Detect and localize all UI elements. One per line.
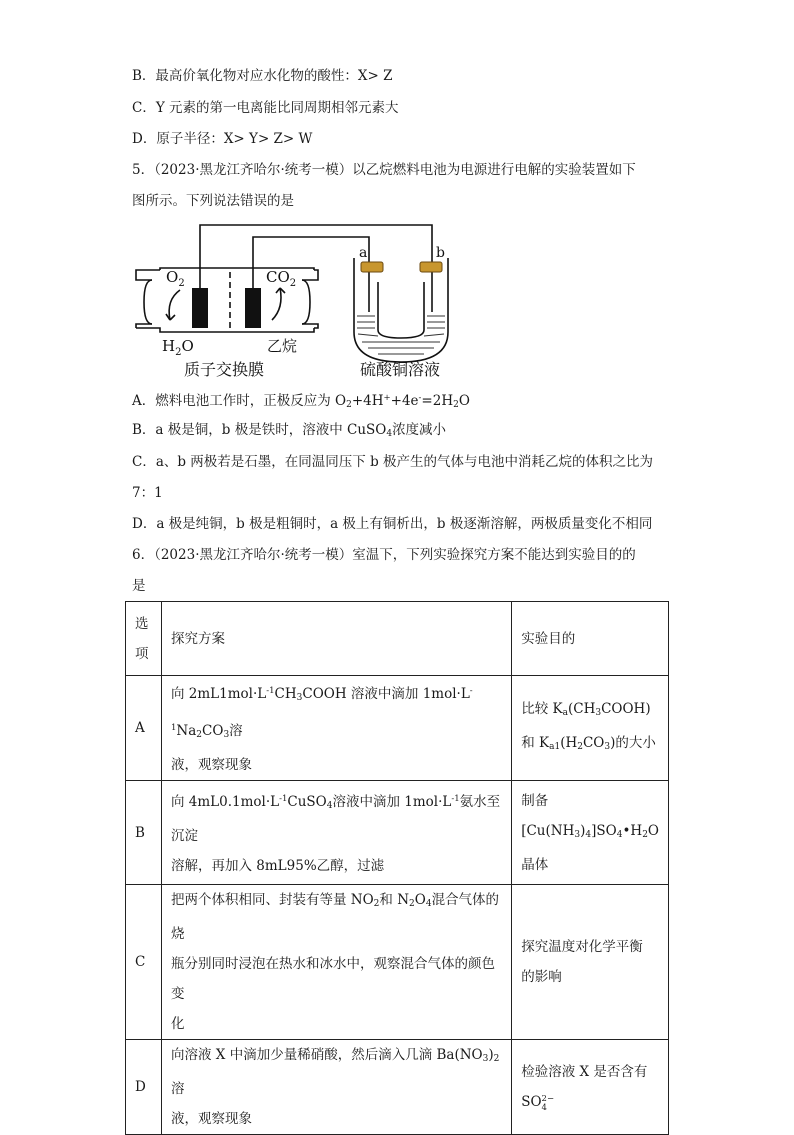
option-d-prev: D．原子半径：X> Y> Z> W [132,131,313,147]
q6-stem-line2: 是 [132,578,146,594]
stopper-a [361,262,383,272]
row-key: C [126,885,162,1040]
electrolysis-diagram [132,220,472,380]
q5-option-d: D．a 极是纯铜，b 极是粗铜时，a 极上有铜析出，b 极逐渐溶解，两极质量变化不相同 [132,516,653,532]
label-h2o: $H_2O$ [162,337,194,358]
row-plan: 向 $4mL0.1mol\cdot L^{-1}CuSO_4$溶液中滴加 $1mol\cdot L^{-1}$氨水至沉淀 溶解，再加入 8mL95%乙醇，过滤 [162,781,512,885]
row-goal: 制备 $[Cu(NH_3)_4]SO_4•H_2O$ 晶体 [512,781,669,885]
row-key: A [126,676,162,781]
table-row [126,885,669,1040]
table-row [126,1040,669,1135]
q5-option-a: A．燃料电池工作时，正极反应为 $O_2+4H^++4e^-=2H_2O$ [132,393,470,410]
row-plan: 向溶液 X 中滴加少量稀硝酸，然后滴入几滴 $Ba(NO_3)_2$溶 液，观察现象 [162,1040,512,1135]
label-membrane: 质子交换膜 [184,360,265,379]
label-solution: 硫酸铜溶液 [360,360,441,379]
row-key: B [126,781,162,885]
label-o2: $O_2$ [166,268,185,289]
option-b-prev: B．最高价氧化物对应水化物的酸性：X> Z [132,68,393,84]
row-plan: 把两个体积相同、封装有等量 $NO_2$和 $N_2O_4$混合气体的烧 瓶分别同时浸泡在热水和冰水中，观察混合气体的颜色变 化 [162,885,512,1040]
q5-stem-line2: 图所示。下列说法错误的是 [132,193,294,209]
q5-stem-line1: 5．（2023·黑龙江齐哈尔·统考一模）以乙烷燃料电池为电源进行电解的实验装置如下 [132,162,636,178]
fuel-cell-left-electrode [192,288,208,328]
row-key: D [126,1040,162,1135]
table-row [126,781,669,885]
label-co2: $CO_2$ [266,268,297,289]
label-electrode-b: b [436,245,445,261]
row-plan: 向 $2mL1mol\cdot L^{-1}CH_3COOH$ 溶液中滴加 $1mol\cdot L^{-1}Na_2CO_3$溶 液，观察现象 [162,676,512,781]
stopper-b [420,262,442,272]
q5-option-c-line1: C．a、b 两极若是石墨，在同温同压下 b 极产生的气体与电池中消耗乙烷的体积之比为 [132,454,654,470]
q6-stem-line1: 6．（2023·黑龙江齐哈尔·统考一模）室温下，下列实验探究方案不能达到实验目的的 [132,547,636,563]
q5-option-b: B．a 极是铜，b 极是铁时，溶液中 CuSO$_4$浓度减小 [132,422,447,439]
table-row [126,676,669,781]
label-electrode-a: a [359,245,368,261]
option-c-prev: C．Y 元素的第一电离能比同周期相邻元素大 [132,100,399,116]
row-goal: 探究温度对化学平衡 的影响 [512,885,669,1040]
header-option: 选 项 [126,602,162,676]
q5-option-c-line2: 7：1 [132,485,163,501]
row-goal: 检验溶液 X 是否含有 SO 2− 4 [512,1040,669,1135]
table-header-row [126,602,669,676]
experiment-table [125,601,669,1135]
header-goal: 实验目的 [512,602,669,676]
label-ethane: 乙烷 [267,337,298,355]
row-goal: 比较 $K_a(CH_3COOH)$ 和 $K_{a1}(H_2CO_3)$的大小 [512,676,669,781]
fuel-cell-right-electrode [245,288,261,328]
header-plan: 探究方案 [162,602,512,676]
